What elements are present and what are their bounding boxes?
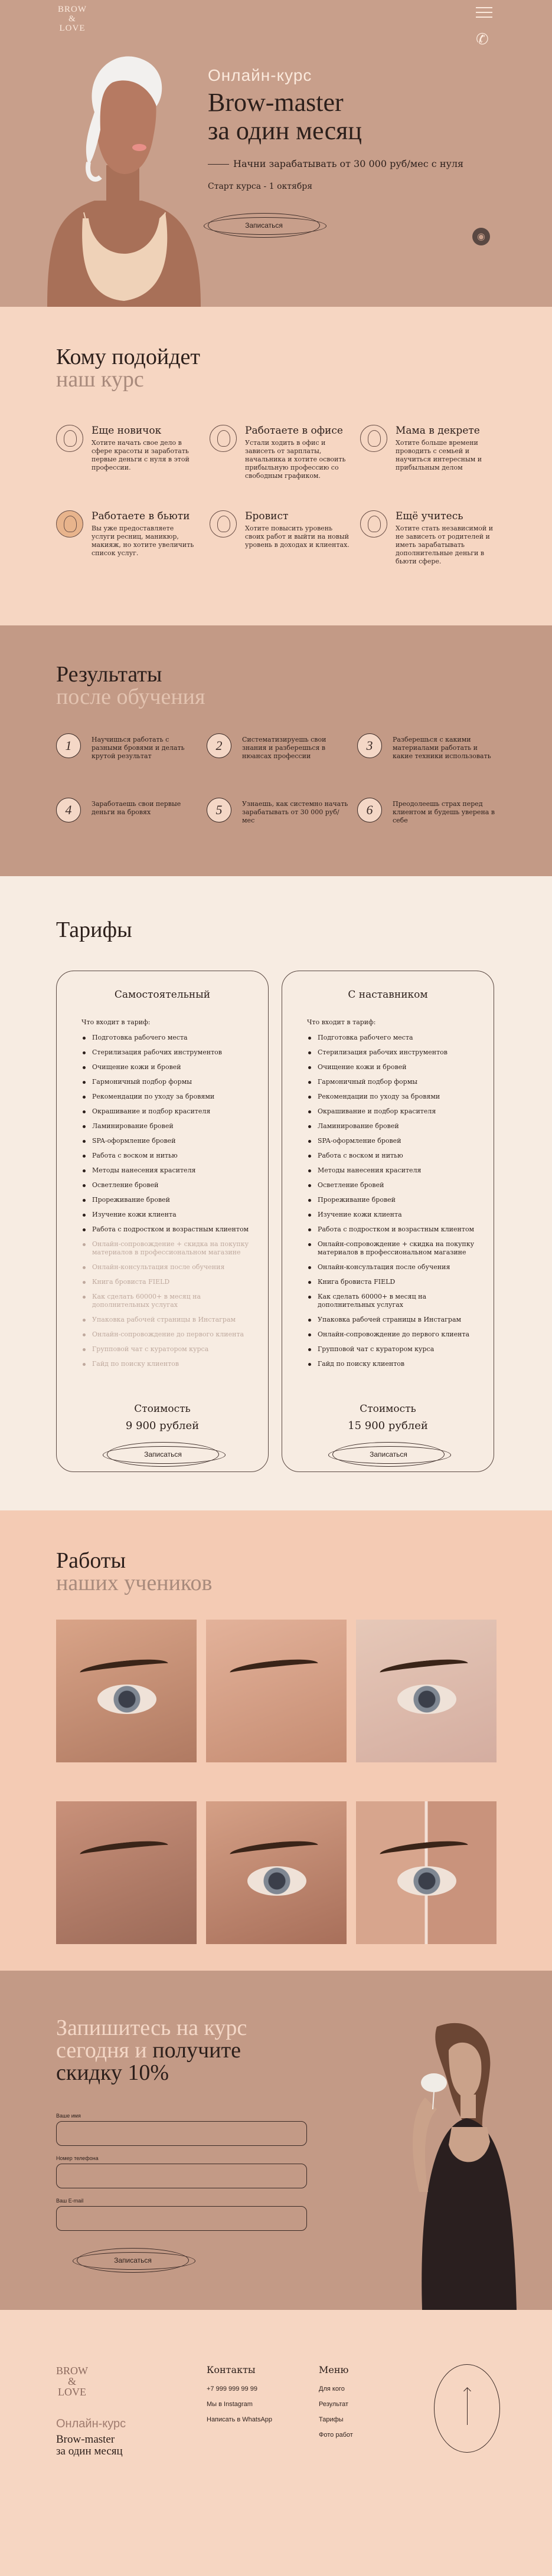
tariff-feature: Ламинирование бровей <box>307 1122 478 1130</box>
mother-icon <box>360 425 387 452</box>
result-number: 2 <box>207 733 231 758</box>
tariffs-title: Тарифы <box>56 917 132 942</box>
footer-instagram-link[interactable]: Мы в Instagram <box>207 2401 253 2408</box>
footer-menu-item[interactable]: Фото работ <box>319 2431 353 2439</box>
tariff-feature: Работа с подростком и возрастным клиентом <box>81 1225 253 1234</box>
results-section: Результаты после обучения 1 Научишься работать с разными бровями и делать крутой результат 2 Систематизируешь свои знания и разберешься в нюансах профессии 3 Разберешься с какими материалами работать и какие техники использовать 4 Заработаешь свои первые деньги на бровях 5 Узнаешь, как системно начать зарабатывать от 30 000 руб/мес 6 Преодолеешь страх перед клиентом и будешь уверена в себе <box>0 625 552 876</box>
result-number: 4 <box>56 798 81 822</box>
email-field[interactable] <box>56 2206 307 2231</box>
tariff-feature-list <box>81 1034 253 1375</box>
work-photo[interactable] <box>206 1801 347 1944</box>
signup-section: Запишитесь на курс сегодня и получите скидку 10% Ваше имя Номер телефона Ваш E-mail Записаться <box>0 1971 552 2310</box>
tariff-feature: Окрашивание и подбор красителя <box>307 1107 478 1116</box>
signup-submit-button[interactable]: Записаться <box>77 2248 189 2273</box>
instagram-icon[interactable]: ◉ <box>472 228 490 245</box>
office-icon <box>210 425 237 452</box>
brow-master-icon <box>210 510 237 538</box>
tariff-feature: Осветление бровей <box>81 1181 253 1189</box>
footer-menu-title: Меню <box>319 2364 349 2375</box>
phone-field[interactable] <box>56 2164 307 2188</box>
tariff-feature: Методы нанесения красителя <box>307 1166 478 1175</box>
tariff-feature: Групповой чат с куратором курса <box>81 1345 253 1353</box>
footer-brand-logo[interactable]: BROW & LOVE <box>56 2365 88 2398</box>
tariff-feature: Онлайн-консультация после обучения <box>307 1263 478 1271</box>
hero-title: Brow-master за один месяц <box>208 88 362 145</box>
tariff-feature: Групповой чат с куратором курса <box>307 1345 478 1353</box>
hero-start-date: Старт курса - 1 октября <box>208 182 313 191</box>
tariff-feature: Подготовка рабочего места <box>81 1034 253 1042</box>
audience-section: Кому подойдет наш курс Еще новичок Хотите начать свое дело в сфере красоты и заработать первые деньги с нуля в этой профессии. Работаете в офисе Устали ходить в офис и зависеть от зарплаты, начальника и хотите освоить прибыльную профессию со свободным графиком. Мама в декрете Хотите больше времени проводить с семьей и научиться интересным и прибыльным делом Работаете в бьюти Вы уже предоставляете услуги ресниц, маникюр, макияж, но хотите увеличить список услуг. Бровист Хотите повысить уровень своих работ и выйти на новый уровень в доходах и клиентах. Ещё учитесь Хотите стать независимой и не зависеть от родителей и иметь зарабатывать дополнительные деньги в бьюти сфере. <box>0 307 552 625</box>
student-icon <box>360 510 387 538</box>
hero-illustration <box>24 41 218 307</box>
results-title: Результаты после обучения <box>56 662 205 709</box>
tariff-feature: Ламинирование бровей <box>81 1122 253 1130</box>
tariff-feature: Работа с воском и нитью <box>81 1152 253 1160</box>
footer-course-name: Brow-master за один месяц <box>56 2433 123 2457</box>
tariff-feature: SPA-оформление бровей <box>307 1137 478 1145</box>
name-field[interactable] <box>56 2121 307 2146</box>
tariff-feature: Онлайн-сопровождение + скидка на покупку материалов в профессиональном магазине <box>81 1240 253 1257</box>
works-title: Работы наших учеников <box>56 1548 213 1595</box>
tariff-feature: SPA-оформление бровей <box>81 1137 253 1145</box>
tariff-feature: Гайд по поиску клиентов <box>81 1360 253 1368</box>
work-photo[interactable] <box>356 1620 497 1762</box>
footer-menu-item[interactable]: Результат <box>319 2401 349 2408</box>
tariff-feature: Онлайн-сопровождение до первого клиента <box>307 1330 478 1339</box>
work-photo[interactable] <box>356 1801 497 1944</box>
tariff-price: 9 900 рублей <box>125 1420 200 1432</box>
tariff-name: Самостоятельный <box>114 989 211 1001</box>
beauty-icon <box>56 510 83 538</box>
work-photo[interactable] <box>206 1620 347 1762</box>
tariff-price: 15 900 рублей <box>348 1420 428 1432</box>
works-section <box>0 1510 552 1971</box>
hero-section <box>0 0 552 307</box>
tariff-feature: Очищение кожи и бровей <box>81 1063 253 1071</box>
tariff-feature: Рекомендации по уходу за бровями <box>307 1093 478 1101</box>
signup-title: Запишитесь на курс сегодня и получите скидку 10% <box>56 2015 247 2085</box>
work-photo[interactable] <box>56 1620 197 1762</box>
tariff-feature: Осветление бровей <box>307 1181 478 1189</box>
tariff-feature: Очищение кожи и бровей <box>307 1063 478 1071</box>
tariff-feature: Методы нанесения красителя <box>81 1166 253 1175</box>
tariff-feature-list <box>307 1034 478 1375</box>
footer-whatsapp-link[interactable]: Написать в WhatsApp <box>207 2416 273 2423</box>
tariff-card-mentor: С наставником Что входит в тариф: Подготовка рабочего места Стерилизация рабочих инструментов Очищение кожи и бровей Гармоничный подбор формы Рекомендации по уходу за бровями Окрашивание и подбор красителя Ламинирование бровей SPA-оформление бровей Работа с воском и нитью Методы нанесения красителя Осветление бровей Прореживание бровей Изучение кожи клиента Работа с подростком и возрастным клиентом Онлайн-сопровождение + скидка на покупку материалов в профессиональном магазине Онлайн-консультация после обучения Книга бровиста FIELD Как сделать 60000+ в месяц на дополнительных услугах Упаковка рабочей страницы в Инстаграм Онлайн-сопровождение до первого клиента Групповой чат с куратором курса Гайд по поиску клиентов Стоимость 15 900 рублей Записаться <box>282 971 494 1472</box>
footer-section <box>0 2310 552 2576</box>
tariff-name: С наставником <box>348 989 428 1001</box>
footer-menu-item[interactable]: Тарифы <box>319 2416 344 2423</box>
tariff-feature: Окрашивание и подбор красителя <box>81 1107 253 1116</box>
tariff-feature: Подготовка рабочего места <box>307 1034 478 1042</box>
tariff-feature: Прореживание бровей <box>81 1196 253 1204</box>
result-number: 1 <box>56 733 81 758</box>
tariff-feature: Гармоничный подбор формы <box>81 1078 253 1086</box>
tariff-feature: Гармоничный подбор формы <box>307 1078 478 1086</box>
tariff-feature: Рекомендации по уходу за бровями <box>81 1093 253 1101</box>
tariffs-section <box>0 876 552 1510</box>
tariff-feature: Онлайн-консультация после обучения <box>81 1263 253 1271</box>
signup-illustration <box>366 2015 552 2310</box>
tariff-signup-button[interactable]: Записаться <box>107 1442 219 1467</box>
tariff-card-self: Самостоятельный Что входит в тариф: Подготовка рабочего места Стерилизация рабочих инструментов Очищение кожи и бровей Гармоничный подбор формы Рекомендации по уходу за бровями Окрашивание и подбор красителя Ламинирование бровей SPA-оформление бровей Работа с воском и нитью Методы нанесения красителя Осветление бровей Прореживание бровей Изучение кожи клиента Работа с подростком и возрастным клиентом Онлайн-сопровождение + скидка на покупку материалов в профессиональном магазине Онлайн-консультация после обучения Книга бровиста FIELD Как сделать 60000+ в месяц на дополнительных услугах Упаковка рабочей страницы в Инстаграм Онлайн-сопровождение до первого клиента Групповой чат с куратором курса Гайд по поиску клиентов Стоимость 9 900 рублей Записаться <box>56 971 269 1472</box>
footer-contacts-title: Контакты <box>207 2364 256 2375</box>
tariff-feature: Работа с воском и нитью <box>307 1152 478 1160</box>
work-photo[interactable] <box>56 1801 197 1944</box>
tariff-feature: Изучение кожи клиента <box>307 1211 478 1219</box>
tariff-signup-button[interactable]: Записаться <box>332 1442 445 1467</box>
hero-subtitle: Начни зарабатывать от 30 000 руб/мес с нуля <box>233 158 464 169</box>
result-number: 5 <box>207 798 231 822</box>
brand-logo[interactable]: BROW & LOVE <box>58 5 87 33</box>
tariff-feature: Книга бровиста FIELD <box>81 1278 253 1286</box>
audience-title: Кому подойдет наш курс <box>56 345 200 392</box>
burger-menu-icon[interactable] <box>476 7 492 19</box>
beginner-icon <box>56 425 83 452</box>
tariff-feature: Работа с подростком и возрастным клиентом <box>307 1225 478 1234</box>
phone-icon[interactable]: ✆ <box>476 31 489 48</box>
tariff-feature: Как сделать 60000+ в месяц на дополнительных услугах <box>81 1293 253 1309</box>
tariff-feature: Онлайн-сопровождение + скидка на покупку материалов в профессиональном магазине <box>307 1240 478 1257</box>
hero-kicker: Онлайн-курс <box>208 66 312 84</box>
footer-kicker: Онлайн-курс <box>56 2417 126 2430</box>
result-number: 6 <box>357 798 382 822</box>
tariff-feature: Стерилизация рабочих инструментов <box>81 1048 253 1057</box>
arrow-up-icon[interactable] <box>434 2364 500 2453</box>
hero-signup-button[interactable]: Записаться <box>208 213 320 238</box>
tariff-feature: Прореживание бровей <box>307 1196 478 1204</box>
tariff-feature: Онлайн-сопровождение до первого клиента <box>81 1330 253 1339</box>
footer-menu-item[interactable]: Для кого <box>319 2385 345 2393</box>
tariff-feature: Изучение кожи клиента <box>81 1211 253 1219</box>
tariff-feature: Книга бровиста FIELD <box>307 1278 478 1286</box>
result-number: 3 <box>357 733 382 758</box>
tariff-feature: Упаковка рабочей страницы в Инстаграм <box>81 1316 253 1324</box>
footer-phone-link[interactable]: +7 999 999 99 99 <box>207 2385 257 2393</box>
tariff-feature: Гайд по поиску клиентов <box>307 1360 478 1368</box>
tariff-feature: Как сделать 60000+ в месяц на дополнительных услугах <box>307 1293 478 1309</box>
divider-line <box>208 164 229 165</box>
tariff-feature: Упаковка рабочей страницы в Инстаграм <box>307 1316 478 1324</box>
tariff-feature: Стерилизация рабочих инструментов <box>307 1048 478 1057</box>
